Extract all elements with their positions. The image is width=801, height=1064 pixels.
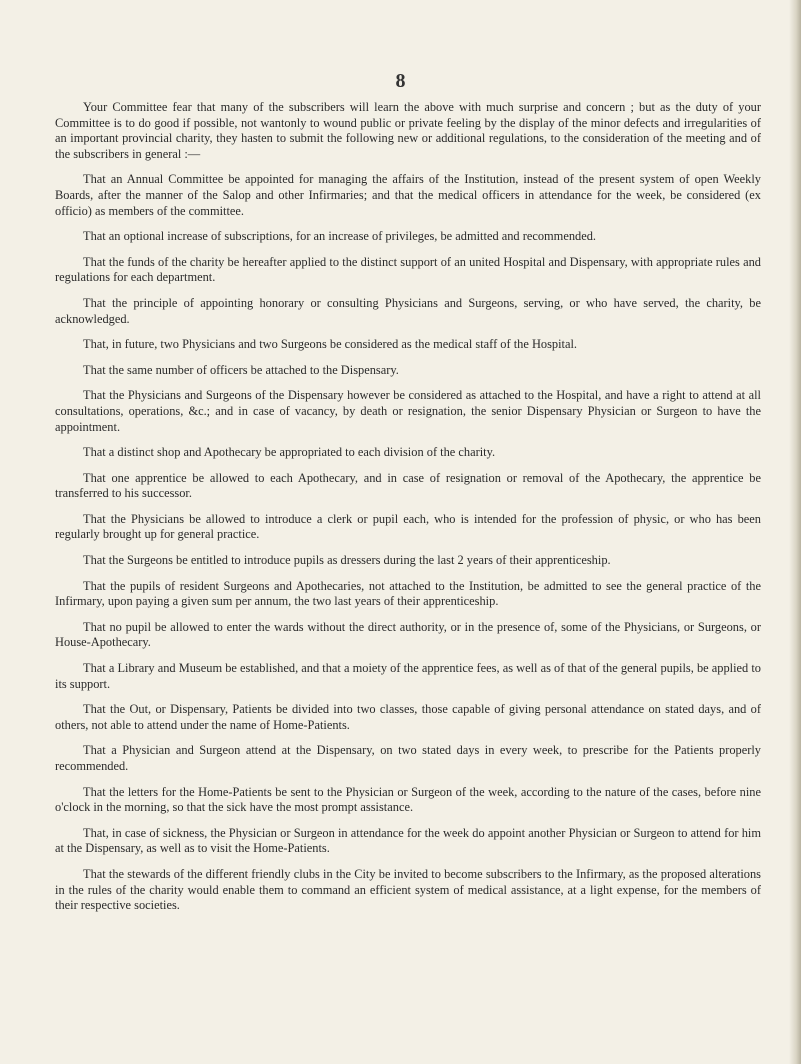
paragraph: That, in case of sickness, the Physician or Surgeon in attendance for the week do appoint another Physician or Surgeon to attend for him at the Dispensary, as well as to visit the Home-Patients.: [55, 825, 761, 856]
page-edge: [789, 0, 801, 1064]
paragraph: That an Annual Committee be appointed for managing the affairs of the Institution, instead of the present system of open Weekly Boards, after the manner of the Salop and other Infirmaries; and that the medical officers in attendance for the week, be considered (ex officio) as members of the committee.: [55, 172, 761, 218]
paragraph: That the stewards of the different friendly clubs in the City be invited to become subscribers to the Infirmary, as the proposed alterations in the rules of the charity would enable them to command an efficient system of medical assistance, at a light expense, for the members of their respective societies.: [55, 866, 761, 913]
paragraph: That the same number of officers be attached to the Dispensary.: [83, 362, 399, 377]
paragraph: That, in future, two Physicians and two Surgeons be considered as the medical staff of the Hospital.: [83, 337, 578, 352]
paragraph: That a Physician and Surgeon attend at the Dispensary, on two stated days in every week, to prescribe for the Patients properly recommended.: [55, 743, 761, 773]
paragraph: That an optional increase of subscriptions, for an increase of privileges, be admitted and recommended.: [83, 229, 597, 244]
paragraph: That the letters for the Home-Patients be sent to the Physician or Surgeon of the week, according to the nature of the cases, before nine o'clock in the morning, so that the sick have the most prompt assistance.: [55, 784, 761, 815]
paragraph: That the Out, or Dispensary, Patients be divided into two classes, those capable of giving personal attendance on stated days, and of others, not able to attend under the name of Home-Patients.: [55, 702, 761, 732]
paragraph: That a Library and Museum be established, and that a moiety of the apprentice fees, as well as of that of the general pupils, be applied to its support.: [55, 661, 761, 691]
paragraph: That no pupil be allowed to enter the wards without the direct authority, or in the presence of, some of the Physicians, or Surgeons, or House-Apothecary.: [55, 619, 761, 650]
paragraph: That the principle of appointing honorary or consulting Physicians and Surgeons, serving, or who have served, the charity, be acknowledged.: [55, 295, 761, 326]
paragraph: That the Physicians and Surgeons of the Dispensary however be considered as attached to the Hospital, and have a right to attend at all consultations, operations, &c.; and in case of vacancy, by death or resignation, the senior Dispensary Physician or Surgeon to have the appointment.: [55, 388, 761, 434]
paragraph: Your Committee fear that many of the subscribers will learn the above with much surprise and concern ; but as the duty of your Committee is to do good if possible, not wantonly to wound public or private feeling by the display of the minor defects and irregularities of an important provincial charity, they hasten to submit the following new or additional regulations, to the consideration of the meeting and of the subscribers in general :—: [55, 100, 761, 161]
paragraph: That a distinct shop and Apothecary be appropriated to each division of the charity.: [83, 445, 496, 460]
paragraph: That the Physicians be allowed to introduce a clerk or pupil each, who is intended for the profession of physic, or who has been regularly brought up for general practice.: [55, 511, 761, 542]
paragraph: That the funds of the charity be hereafter applied to the distinct support of an united Hospital and Dispensary, with appropriate rules and regulations for each department.: [55, 254, 761, 285]
page-number: 8: [395, 70, 406, 92]
paragraph: That the pupils of resident Surgeons and Apothecaries, not attached to the Institution, be admitted to see the general practice of the Infirmary, upon paying a given sum per annum, the two last years of their apprenticeship.: [55, 578, 761, 609]
paragraph: That the Surgeons be entitled to introduce pupils as dressers during the last 2 years of their apprenticeship.: [83, 553, 611, 568]
paragraph: That one apprentice be allowed to each Apothecary, and in case of resignation or removal of the Apothecary, the apprentice be transferred to his successor.: [55, 470, 761, 501]
document-body: [55, 100, 761, 924]
